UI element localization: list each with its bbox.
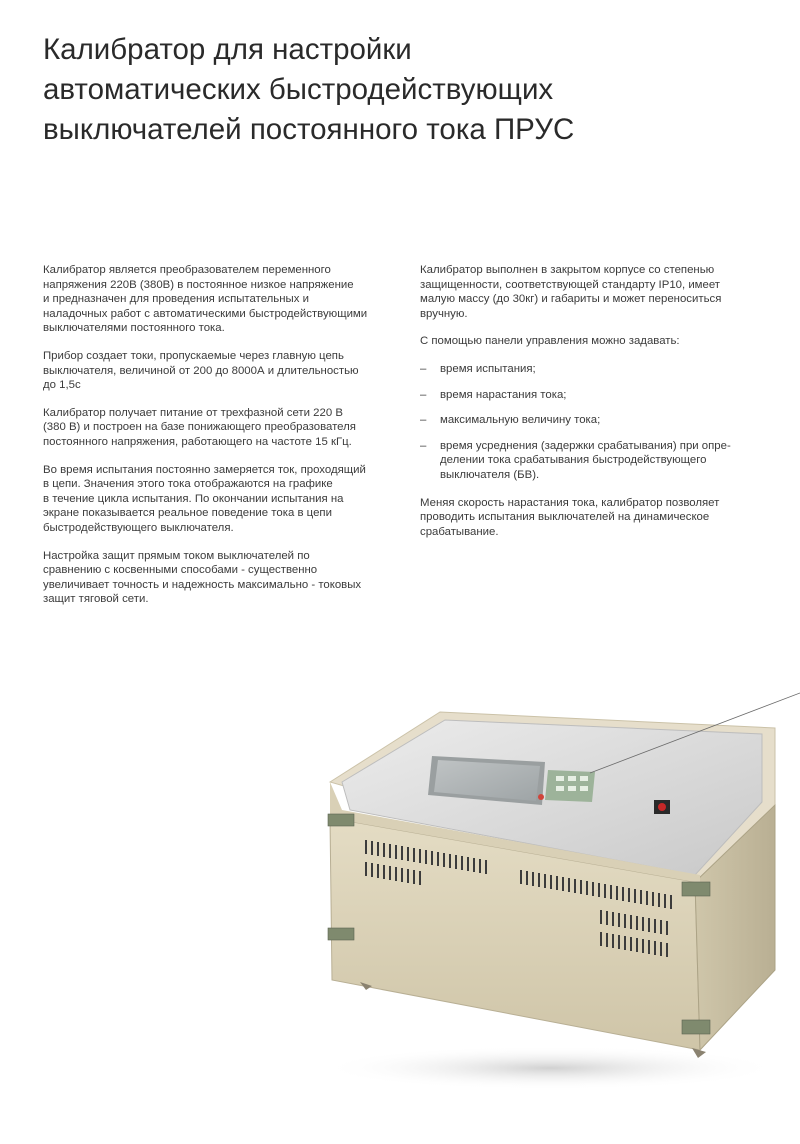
- text-line: сравнению с косвенными способами - существенно: [43, 564, 318, 577]
- floor-shadow: [320, 1046, 780, 1090]
- text-line: вручную.: [420, 307, 468, 320]
- text-line: время испытания;: [440, 362, 536, 375]
- text-line: Во время испытания постоянно замеряется ток, проходящий: [43, 463, 366, 476]
- text-line: Калибратор выполнен в закрытом корпусе со степенью: [420, 264, 715, 276]
- output-terminal: [658, 803, 666, 811]
- title-line-3: выключателей постоянного тока ПРУС: [43, 112, 575, 146]
- paragraph-panel-intro: [420, 334, 765, 349]
- text-line: максимальную величину тока;: [440, 414, 601, 427]
- list-item: [420, 439, 765, 483]
- calibrator-device-image: [320, 690, 800, 1090]
- paragraph-power-supply: [43, 406, 403, 450]
- keypad-button: [556, 786, 564, 791]
- list-item: [420, 413, 765, 428]
- title-line-1: Калибратор для настройки: [43, 32, 412, 66]
- text-line: до 1,5с: [43, 379, 81, 392]
- settings-list: [420, 362, 765, 483]
- text-line: защищенности, соответствующей стандарту IP10, имеет: [420, 278, 721, 291]
- text-line: срабатывание.: [420, 525, 499, 538]
- dash-marker: –: [420, 362, 427, 375]
- indicator-led: [538, 794, 544, 800]
- text-line: наладочных работ с автоматическими быстродействующими: [43, 307, 368, 320]
- document-title: [43, 30, 783, 150]
- text-line: в цепи. Значения этого тока отображаются на графике: [43, 478, 333, 491]
- text-line: малую массу (до 30кг) и габариты и может переноситься: [420, 293, 722, 306]
- keypad-button: [580, 776, 588, 781]
- list-item: [420, 362, 765, 377]
- paragraph-current-range: [43, 349, 403, 393]
- text-line: Настройка защит прямым током выключателей по: [43, 549, 310, 562]
- keypad-button: [556, 776, 564, 781]
- dash-marker: –: [420, 439, 427, 452]
- text-line: в течение цикла испытания. По окончании испытания на: [43, 492, 344, 505]
- text-line: Калибратор получает питание от трехфазной сети 220 В: [43, 406, 343, 419]
- title-line-2: автоматических быстродействующих: [43, 72, 554, 106]
- keypad-button: [568, 786, 576, 791]
- paragraph-measurement: [43, 463, 403, 536]
- text-line: проводить испытания выключателей на динамическое: [420, 511, 710, 524]
- text-line: быстродействующего выключателя.: [43, 521, 234, 534]
- text-line: защит тяговой сети.: [43, 593, 149, 606]
- text-line: экране показывается реальное поведение тока в цепи: [43, 507, 332, 520]
- text-line: Меняя скорость нарастания тока, калибратор позволяет: [420, 496, 720, 509]
- text-line: Калибратор является преобразователем переменного: [43, 264, 331, 276]
- text-line: С помощью панели управления можно задавать:: [420, 335, 680, 348]
- text-line: время усреднения (задержки срабатывания) при опре-: [440, 439, 731, 452]
- text-line: выключателя, величиной от 200 до 8000А и длительностью: [43, 364, 359, 377]
- right-text-column: [420, 263, 765, 552]
- text-line: постоянного напряжения, работающего на частоте 15 кГц.: [43, 435, 352, 448]
- text-line: напряжения 220В (380В) в постоянное низкое напряжение: [43, 278, 354, 291]
- list-item: [420, 388, 765, 403]
- text-line: Прибор создает токи, пропускаемые через главную цепь: [43, 349, 344, 362]
- text-line: (380 В) и построен на базе понижающего преобразователя: [43, 421, 356, 434]
- paragraph-description: [43, 263, 403, 336]
- text-line: делении тока срабатывания быстродействующего: [440, 454, 707, 467]
- paragraph-dynamic-test: [420, 496, 765, 540]
- paragraph-protection: [43, 549, 403, 607]
- text-line: и предназначен для проведения испытательных и: [43, 293, 309, 306]
- text-line: выключателями постоянного тока.: [43, 322, 225, 335]
- keypad-button: [580, 786, 588, 791]
- dash-marker: –: [420, 388, 427, 401]
- text-line: время нарастания тока;: [440, 388, 567, 401]
- keypad-button: [568, 776, 576, 781]
- text-line: выключателя (БВ).: [440, 468, 540, 481]
- dash-marker: –: [420, 414, 427, 427]
- text-line: увеличивает точность и надежность максимально - токовых: [43, 578, 362, 591]
- paragraph-housing: [420, 263, 765, 321]
- left-text-column: [43, 263, 403, 620]
